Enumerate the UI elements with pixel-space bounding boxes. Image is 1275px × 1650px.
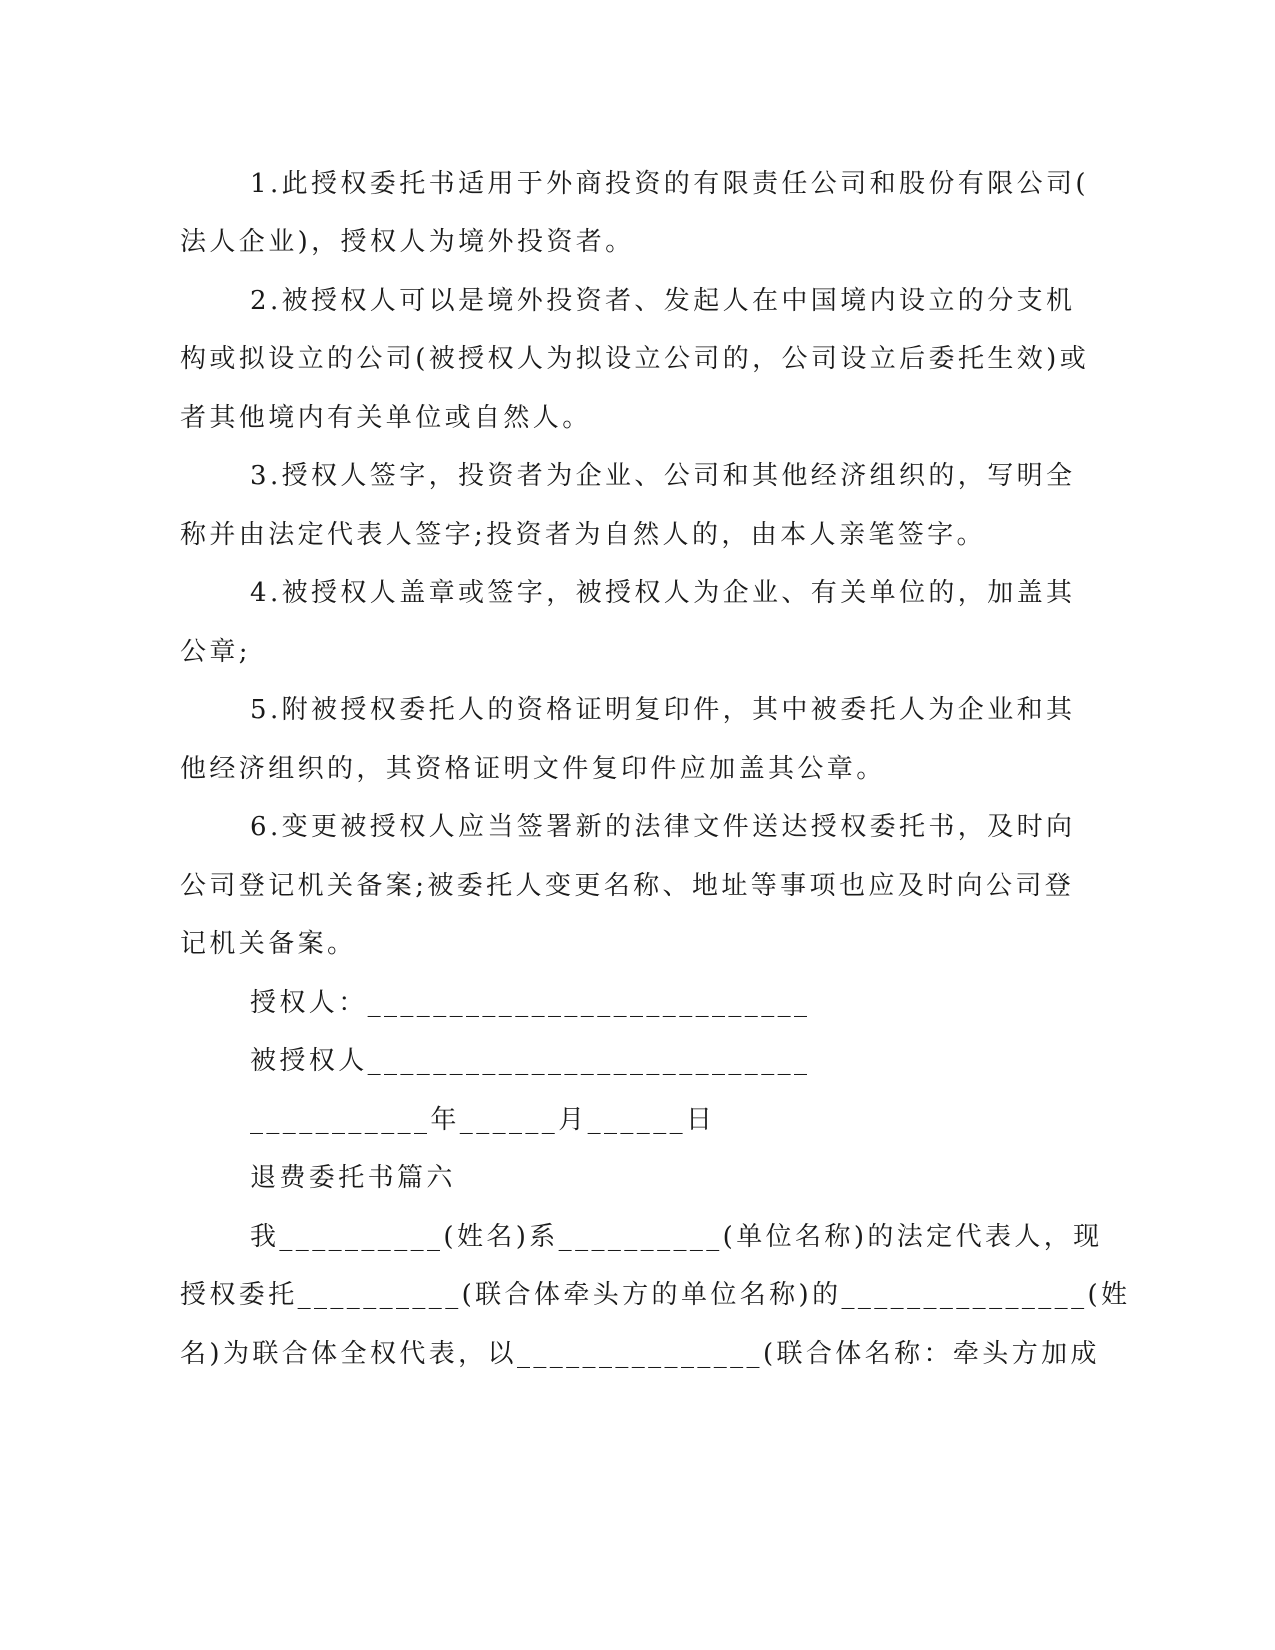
paragraph-line: 构或拟设立的公司(被授权人为拟设立公司的，公司设立后委托生效)或	[180, 344, 1090, 374]
paragraph-line: 2.被授权人可以是境外投资者、发起人在中国境内设立的分支机	[250, 286, 1076, 316]
paragraph-line: 他经济组织的，其资格证明文件复印件应加盖其公章。	[180, 754, 886, 784]
paragraph-line: 称并由法定代表人签字;投资者为自然人的，由本人亲笔签字。	[180, 520, 986, 550]
date-line: ___________年______月______日	[250, 1105, 716, 1135]
authorized-signature-line: 被授权人___________________________	[250, 1046, 811, 1076]
paragraph-line: 授权委托__________(联合体牵头方的单位名称)的_______________(姓	[180, 1280, 1131, 1310]
paragraph-line: 公章;	[180, 637, 251, 667]
authorizer-signature-line: 授权人：___________________________	[250, 988, 811, 1018]
paragraph-line: 公司登记机关备案;被委托人变更名称、地址等事项也应及时向公司登	[180, 871, 1075, 901]
paragraph-line: 名)为联合体全权代表，以_______________(联合体名称：牵头方加成	[180, 1339, 1100, 1369]
paragraph-line: 5.附被授权委托人的资格证明复印件，其中被委托人为企业和其	[250, 695, 1076, 725]
paragraph-line: 4.被授权人盖章或签字，被授权人为企业、有关单位的，加盖其	[250, 578, 1076, 608]
paragraph-line: 我__________(姓名)系__________(单位名称)的法定代表人，现	[250, 1222, 1103, 1252]
paragraph-line: 法人企业)，授权人为境外投资者。	[180, 227, 635, 257]
paragraph-line: 6.变更被授权人应当签署新的法律文件送达授权委托书，及时向	[250, 812, 1076, 842]
section-heading: 退费委托书篇六	[250, 1163, 456, 1193]
paragraph-line: 者其他境内有关单位或自然人。	[180, 403, 592, 433]
paragraph-line: 3.授权人签字，投资者为企业、公司和其他经济组织的，写明全	[250, 461, 1076, 491]
paragraph-line: 1.此授权委托书适用于外商投资的有限责任公司和股份有限公司(	[250, 169, 1089, 199]
paragraph-line: 记机关备案。	[180, 929, 357, 959]
